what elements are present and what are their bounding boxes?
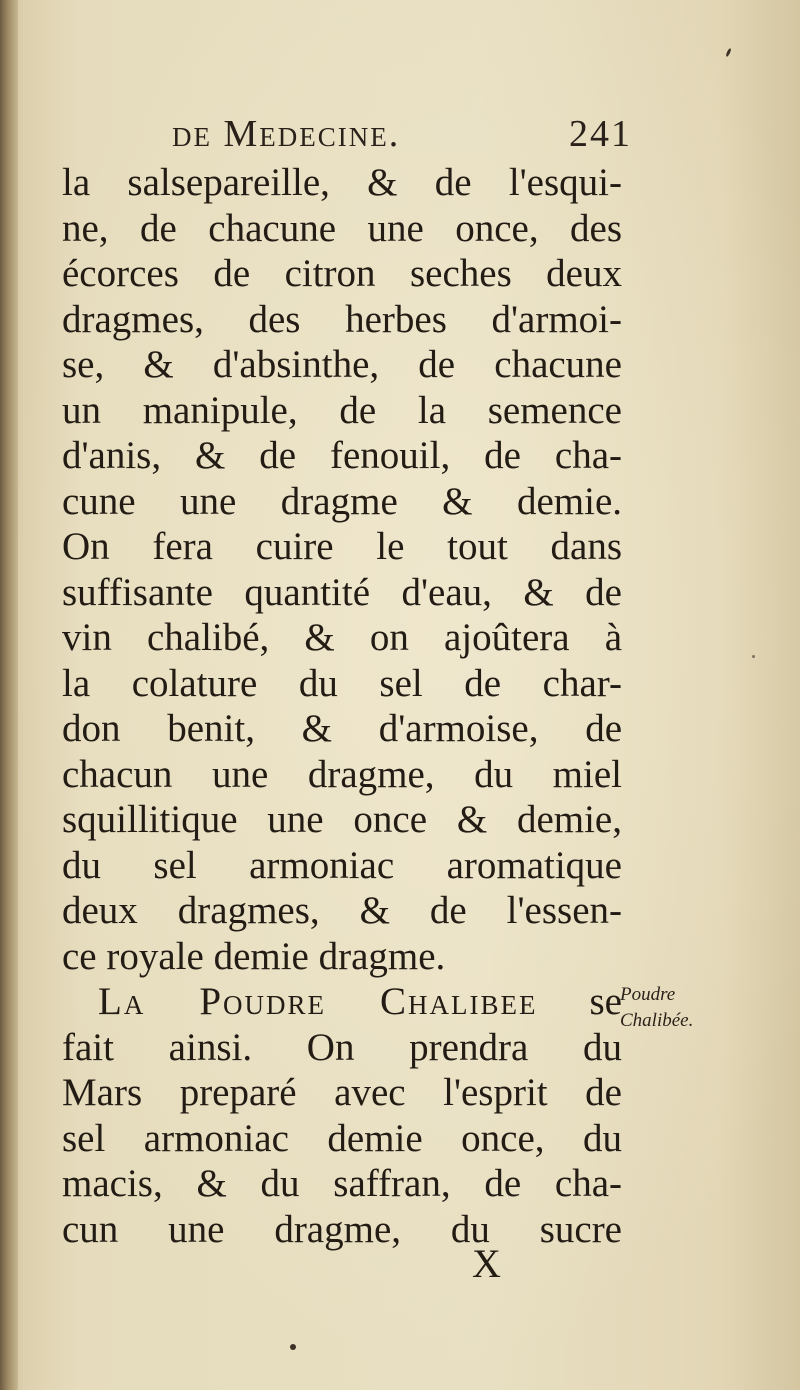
body-line: fait ainsi. On prendra du xyxy=(62,1025,622,1069)
body-line: don benit, & d'armoise, de xyxy=(62,707,622,750)
marginal-note-line: Poudre xyxy=(620,984,676,1005)
body-line: chacun une dragme, du miel xyxy=(62,752,622,796)
body-line: macis, & du saffran, de cha- xyxy=(62,1162,622,1205)
body-line: On fera cuire le tout dans xyxy=(62,525,622,568)
running-head xyxy=(172,112,632,158)
body-line: la salsepareille, & de l'esqui- xyxy=(62,161,622,204)
body-line: Mars preparé avec l'esprit de xyxy=(62,1071,622,1114)
body-line: vin chalibé, & on ajoûtera à xyxy=(62,616,622,659)
body-line: dragmes, des herbes d'armoi- xyxy=(62,297,622,341)
body-line: sel armoniac demie once, du xyxy=(62,1116,622,1160)
body-line: la colature du sel de char- xyxy=(62,661,622,705)
running-title: de Medecine. xyxy=(172,113,401,155)
page-number: 241 xyxy=(569,113,632,155)
body-line: deux dragmes, & de l'essen- xyxy=(62,889,622,932)
body-line: du sel armoniac aromatique xyxy=(62,843,622,887)
paper-speck xyxy=(752,655,755,658)
body-line: se, & d'absinthe, de chacune xyxy=(62,343,622,386)
marginal-note xyxy=(620,982,790,1034)
body-line: un manipule, de la semence xyxy=(62,388,622,432)
paper-speck xyxy=(725,48,732,57)
body-line: cune une dragme & demie. xyxy=(62,479,622,523)
binding-edge xyxy=(0,0,18,1390)
section-line-rest: se xyxy=(589,980,622,1023)
body-line: écorces de citron seches deux xyxy=(62,252,622,295)
body-line: squillitique une once & demie, xyxy=(62,798,622,841)
body-line: ce royale demie dragme. xyxy=(62,934,446,978)
text-block xyxy=(62,160,622,1252)
body-line: d'anis, & de fenouil, de cha- xyxy=(62,434,622,477)
body-line: ne, de chacune une once, des xyxy=(62,206,622,250)
section-heading-caps: La Poudre Chalibee xyxy=(98,980,538,1023)
marginal-note-line: Chalibée. xyxy=(620,1010,694,1031)
section-opening-line xyxy=(62,979,622,1025)
signature-mark: X xyxy=(472,1241,501,1286)
body-line: suffisante quantité d'eau, & de xyxy=(62,570,622,614)
body-line: cun une dragme, du sucre xyxy=(62,1207,622,1251)
paper-speck xyxy=(290,1344,296,1350)
